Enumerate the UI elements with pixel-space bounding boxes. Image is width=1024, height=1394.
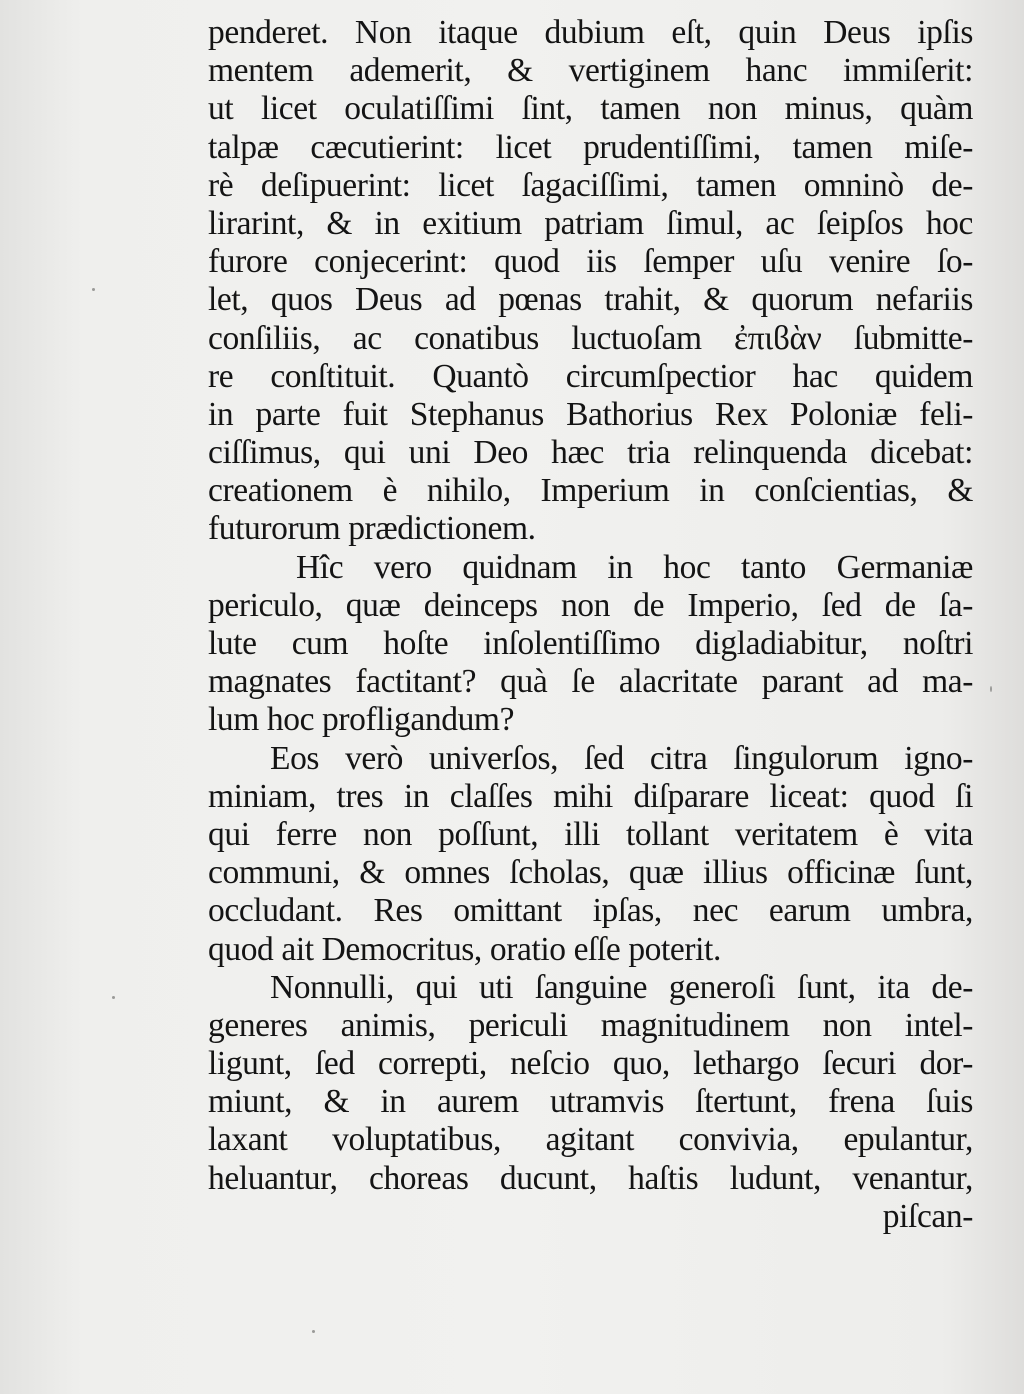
- paper-speck: [92, 288, 95, 291]
- text-line: Eos verò univerſos, ſed citra ſingulorum igno-: [270, 739, 973, 777]
- text-line: ut licet oculatiſſimi ſint, tamen non minus, quàm: [208, 90, 973, 128]
- text-line: Hîc vero quidnam in hoc tanto Germaniæ: [296, 548, 973, 586]
- text-line: piſcan-: [882, 1197, 973, 1235]
- text-line: lum hoc profligandum?: [208, 701, 515, 739]
- text-line: heluantur, choreas ducunt, haſtis ludunt, venantur,: [208, 1159, 973, 1197]
- text-line: magnates factitant? quà ſe alacritate parant ad ma-: [208, 663, 973, 701]
- text-line: lute cum hoſte inſolentiſſimo digladiabitur, noſtri: [208, 625, 973, 662]
- text-line: mentem ademerit, & vertiginem hanc immiſerit:: [208, 52, 973, 90]
- text-line: miunt, & in aurem utramvis ſtertunt, frena ſuis: [208, 1083, 973, 1121]
- body-text: [208, 14, 973, 1236]
- text-line: re conſtituit. Quantò circumſpectior hac quidem: [208, 357, 973, 395]
- text-line: Nonnulli, qui uti ſanguine generoſi ſunt, ita de-: [270, 968, 973, 1006]
- text-line: ciſſimus, qui uni Deo hæc tria relinquenda dicebat:: [208, 434, 973, 472]
- text-line: qui ferre non poſſunt, illi tollant veritatem è vita: [208, 815, 973, 853]
- text-line: occludant. Res omittant ipſas, nec earum umbra,: [208, 892, 973, 930]
- paper-speck: [990, 686, 992, 692]
- text-line: miniam, tres in claſſes mihi diſparare liceat: quod ſi: [208, 777, 973, 815]
- text-line: let, quos Deus ad pœnas trahit, & quorum nefariis: [208, 281, 973, 319]
- text-line: rè deſipuerint: licet ſagaciſſimi, tamen omninò de-: [208, 166, 973, 204]
- text-line: conſiliis, ac conatibus luctuoſam ἐπιϐὰν ſubmitte-: [208, 319, 973, 357]
- text-line: in parte fuit Stephanus Bathorius Rex Poloniæ feli-: [208, 395, 973, 433]
- text-line: creationem è nihilo, Imperium in conſcientias, &: [208, 472, 973, 510]
- text-line: furore conjecerint: quod iis ſemper uſu venire ſo-: [208, 243, 973, 281]
- text-line: communi, & omnes ſcholas, quæ illius officinæ ſunt,: [208, 854, 973, 892]
- paper-speck: [312, 1330, 315, 1333]
- text-line: lirarint, & in exitium patriam ſimul, ac ſeipſos hoc: [208, 204, 973, 242]
- text-line: laxant voluptatibus, agitant convivia, epulantur,: [208, 1121, 973, 1159]
- paper-speck: [112, 996, 115, 999]
- text-line: generes animis, periculi magnitudinem non intel-: [208, 1006, 973, 1044]
- text-line: quod ait Democritus, oratio eſſe poterit.: [208, 930, 721, 968]
- text-line: talpæ cæcutierint: licet prudentiſſimi, tamen miſe-: [208, 128, 973, 166]
- text-line: futurorum prædictionem.: [208, 510, 536, 548]
- text-line: ligunt, ſed correpti, neſcio quo, lethargo ſecuri dor-: [208, 1045, 973, 1083]
- text-line: penderet. Non itaque dubium eſt, quin Deus ipſis: [208, 14, 973, 51]
- text-line: periculo, quæ deinceps non de Imperio, ſed de ſa-: [208, 586, 973, 624]
